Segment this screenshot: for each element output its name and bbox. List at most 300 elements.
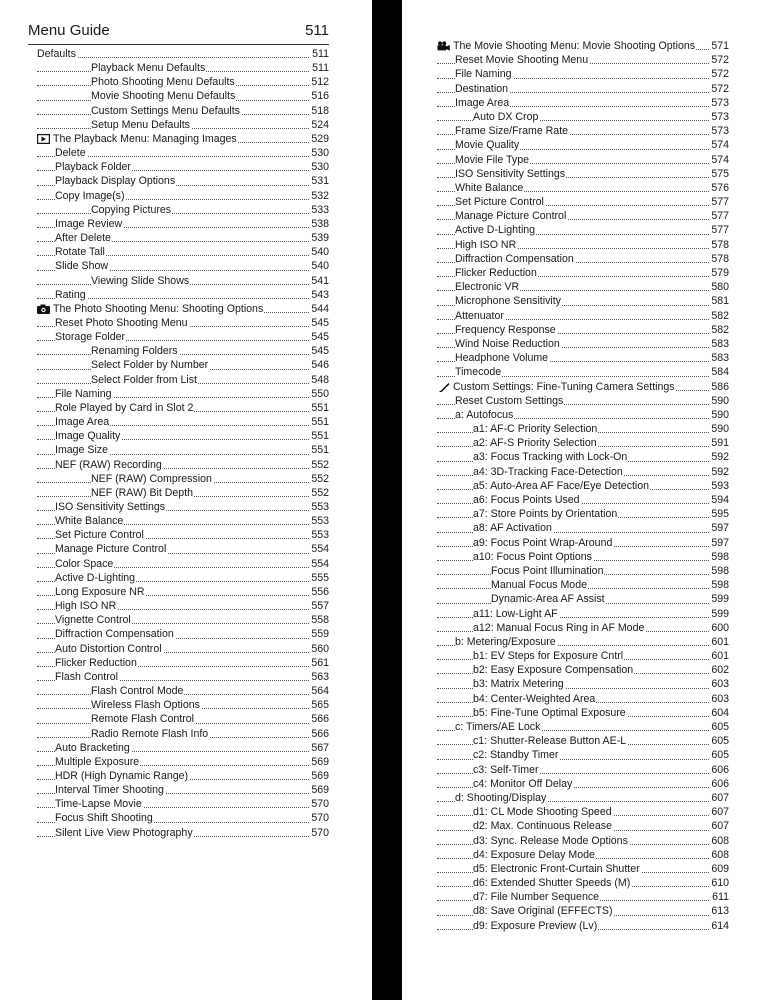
- toc-entry: [437, 67, 729, 81]
- toc-entry: [37, 415, 329, 429]
- toc-entry-text: Image Area: [55, 416, 110, 429]
- toc-entry-page: 590: [711, 394, 729, 407]
- toc-entry: [437, 124, 729, 138]
- toc-entry: [437, 819, 729, 833]
- toc-entry-page: 598: [711, 579, 729, 592]
- toc-entry-text: c4: Monitor Off Delay: [473, 777, 573, 790]
- toc-entry: [37, 160, 329, 174]
- toc-entry-text: c1: Shutter-Release Button AE-L: [473, 735, 627, 748]
- toc-entry-page: 586: [711, 380, 729, 393]
- toc-entry-text: ISO Sensitivity Settings: [455, 167, 566, 180]
- toc-entry-text: d3: Sync. Release Mode Options: [473, 834, 628, 847]
- toc-entry-label: [473, 834, 629, 848]
- toc-entry: [437, 621, 729, 635]
- toc-entry-label: [55, 415, 110, 429]
- toc-entry-label: [455, 323, 557, 337]
- toc-entry-text: Playback Folder: [55, 161, 131, 174]
- toc-entry-label: [55, 160, 132, 174]
- toc-entry-page: 595: [711, 508, 729, 521]
- toc-entry-label: [37, 47, 77, 61]
- toc-entry-page: 546: [311, 359, 329, 372]
- toc-entry-text: Renaming Folders: [91, 345, 178, 358]
- toc-entry: [37, 712, 329, 726]
- toc-entry-label: [55, 528, 145, 542]
- toc-entry-text: The Movie Shooting Menu: Movie Shooting Options: [453, 40, 696, 52]
- toc-entry-page: 570: [311, 812, 329, 825]
- toc-entry-page: 532: [311, 189, 329, 202]
- toc-entry-page: 569: [311, 769, 329, 782]
- toc-entry: [37, 613, 329, 627]
- toc-entry-page: 545: [311, 345, 329, 358]
- toc-entry-page: 577: [711, 210, 729, 223]
- toc-entry: [437, 238, 729, 252]
- toc-entry-text: Rating: [55, 288, 86, 301]
- toc-entry-page: 609: [711, 862, 729, 875]
- toc-entry-text: Electronic VR: [455, 281, 520, 294]
- toc-entry-page: 594: [711, 494, 729, 506]
- toc-entry: [437, 394, 729, 408]
- toc-entry-label: [455, 124, 569, 138]
- toc-entry-label: [455, 280, 520, 294]
- toc-entry-page: 600: [711, 621, 729, 634]
- toc-entry-label: [455, 309, 505, 323]
- toc-entry-label: [455, 67, 513, 81]
- toc-entry-text: File Naming: [55, 387, 112, 400]
- toc-entry-label: [455, 53, 589, 67]
- toc-entry-label: [55, 571, 136, 585]
- toc-entry-label: [55, 387, 113, 401]
- toc-entry-page: 553: [311, 515, 329, 528]
- toc-entry: [37, 443, 329, 457]
- toc-entry-text: Image Area: [455, 96, 510, 109]
- toc-entry-label: [455, 167, 566, 181]
- toc-entry: [437, 209, 729, 223]
- toc-entry-page: 511: [312, 62, 329, 75]
- toc-entry-page: 538: [311, 217, 329, 230]
- toc-entry-label: [55, 542, 167, 556]
- toc-entry: [37, 741, 329, 755]
- toc-entry-label: [55, 330, 126, 344]
- toc-entry-page: 551: [311, 416, 329, 429]
- toc-entry: [37, 288, 329, 302]
- toc-entry-label: [55, 627, 175, 641]
- toc-entry-page: 524: [311, 118, 329, 131]
- toc-entry-label: [91, 373, 198, 387]
- toc-entry-page: 599: [711, 593, 729, 606]
- toc-entry-text: Set Picture Control: [455, 196, 544, 209]
- toc-entry-label: [455, 82, 509, 96]
- header-rule: [28, 44, 329, 45]
- toc-entry-text: Silent Live View Photography: [55, 826, 193, 839]
- toc-entry-text: a: Autofocus: [455, 408, 514, 421]
- toc-entry-label: [473, 919, 598, 933]
- toc-entry-label: [491, 578, 588, 592]
- toc-entry-text: d: Shooting/Display: [455, 791, 547, 804]
- dot-leader: [37, 213, 329, 214]
- toc-entry-text: Flash Control Mode: [91, 685, 184, 698]
- toc-entry-page: 555: [311, 571, 329, 584]
- toc-entry-text: c2: Standby Timer: [473, 749, 559, 762]
- toc-entry-label: [455, 351, 549, 365]
- toc-entry-text: a12: Manual Focus Ring in AF Mode: [473, 621, 645, 634]
- toc-entry-label: [473, 536, 613, 550]
- toc-entry: [37, 684, 329, 698]
- toc-entry: [437, 53, 729, 67]
- toc-entry-label: [473, 465, 624, 479]
- toc-entry-text: b4: Center-Weighted Area: [473, 692, 596, 705]
- toc-entry-page: 576: [711, 181, 729, 194]
- toc-entry-label: [455, 720, 541, 734]
- toc-entry-page: 545: [311, 316, 329, 329]
- toc-entry-label: [455, 294, 562, 308]
- toc-entry: [437, 578, 729, 592]
- toc-entry-label: [91, 104, 241, 118]
- toc-entry-text: Remote Flash Control: [91, 713, 195, 726]
- toc-entry-page: 591: [711, 437, 729, 450]
- toc-entry-text: NEF (RAW) Recording: [55, 458, 162, 471]
- toc-entry-label: [55, 259, 109, 273]
- toc-entry-label: [55, 826, 194, 840]
- toc-entry-label: [55, 613, 132, 627]
- toc-entry-page: 511: [312, 48, 329, 60]
- toc-entry: [437, 834, 729, 848]
- toc-entry-text: Destination: [455, 82, 508, 95]
- toc-entry: [437, 479, 729, 493]
- toc-entry-page: 597: [711, 536, 729, 549]
- toc-entry-text: Focus Shift Shooting: [55, 812, 153, 825]
- toc-entry-text: a8: AF Activation: [473, 522, 552, 535]
- toc-entry: [437, 692, 729, 706]
- toc-entry: [437, 592, 729, 606]
- black-spine-bar: [372, 0, 402, 1000]
- toc-entry-page: 581: [711, 295, 729, 308]
- toc-entry-page: 569: [311, 784, 329, 797]
- toc-entry-page: 610: [711, 877, 729, 890]
- toc-entry-text: d8: Save Original (EFFECTS): [473, 905, 613, 918]
- toc-entry-text: a10: Focus Point Options: [473, 550, 592, 563]
- toc-entry-label: [55, 514, 124, 528]
- toc-entry-text: Frame Size/Frame Rate: [455, 125, 569, 138]
- toc-entry-label: [473, 777, 573, 791]
- toc-entry-text: Playback Menu Defaults: [91, 62, 206, 75]
- toc-entry: [437, 82, 729, 96]
- toc-entry-text: d5: Electronic Front-Curtain Shutter: [473, 862, 640, 875]
- toc-entry-text: b3: Matrix Metering: [473, 678, 564, 691]
- toc-entry: [37, 627, 329, 641]
- toc-entry: [437, 748, 729, 762]
- toc-entry-text: Vignette Control: [55, 614, 131, 627]
- toc-entry-page: 518: [311, 104, 329, 117]
- toc-entry-text: Select Folder from List: [91, 373, 197, 386]
- toc-entry-text: Slide Show: [55, 260, 108, 273]
- page-header: [28, 22, 329, 44]
- toc-entry-text: Movie Quality: [455, 139, 520, 152]
- toc-entry-text: Wind Noise Reduction: [455, 337, 560, 350]
- toc-entry-label: [455, 195, 545, 209]
- toc-entry-text: Auto Distortion Control: [55, 642, 162, 655]
- toc-entry: [37, 656, 329, 670]
- toc-entry-page: 570: [311, 826, 329, 839]
- toc-entry-label: [455, 365, 502, 379]
- toc-entry-page: 608: [711, 848, 729, 861]
- toc-entry: [437, 96, 729, 110]
- toc-entry: [37, 642, 329, 656]
- toc-entry-page: 572: [711, 68, 729, 81]
- toc-entry-text: The Photo Shooting Menu: Shooting Options: [53, 302, 264, 315]
- toc-entry: [37, 514, 329, 528]
- toc-entry-text: c: Timers/AE Lock: [455, 721, 541, 733]
- toc-entry: [37, 302, 329, 316]
- toc-entry: [37, 826, 329, 840]
- toc-entry-text: Custom Settings Menu Defaults: [91, 104, 240, 117]
- toc-entry-text: Defaults: [37, 48, 76, 60]
- toc-entry-text: Image Review: [55, 217, 123, 230]
- toc-entry-page: 553: [311, 529, 329, 542]
- toc-entry-page: 552: [311, 486, 329, 499]
- toc-entry: [437, 805, 729, 819]
- toc-entry-label: [473, 607, 559, 621]
- toc-entry-page: 598: [711, 550, 729, 563]
- toc-entry-label: [91, 712, 195, 726]
- toc-entry-label: [91, 75, 236, 89]
- toc-entry: [37, 203, 329, 217]
- toc-entry: [437, 876, 729, 890]
- toc-entry-label: [455, 266, 538, 280]
- toc-entry-text: Manage Picture Control: [55, 543, 167, 556]
- toc-entry-label: [437, 39, 696, 53]
- toc-entry: [37, 344, 329, 358]
- toc-entry-page: 575: [711, 167, 729, 180]
- toc-entry: [37, 783, 329, 797]
- toc-entry-page: 530: [311, 161, 329, 174]
- toc-entry-label: [91, 118, 191, 132]
- toc-entry: [437, 649, 729, 663]
- toc-entry-text: Photo Shooting Menu Defaults: [91, 76, 235, 89]
- toc-entry-page: 552: [311, 458, 329, 471]
- toc-entry-text: Attenuator: [455, 309, 504, 322]
- toc-entry-label: [473, 692, 596, 706]
- toc-entry-text: Reset Photo Shooting Menu: [55, 316, 188, 329]
- toc-entry-label: [55, 443, 109, 457]
- toc-entry: [437, 39, 729, 53]
- toc-entry-label: [55, 189, 125, 203]
- toc-entry-page: 553: [311, 501, 329, 513]
- toc-entry-label: [473, 706, 627, 720]
- toc-entry-page: 582: [711, 309, 729, 322]
- toc-entry-label: [473, 550, 593, 564]
- toc-entry: [437, 507, 729, 521]
- toc-entry: [437, 195, 729, 209]
- toc-entry-text: HDR (High Dynamic Range): [55, 769, 189, 782]
- toc-entry-page: 570: [311, 798, 329, 811]
- toc-entry-text: White Balance: [455, 181, 524, 194]
- toc-entry-page: 613: [711, 905, 729, 918]
- toc-entry: [437, 167, 729, 181]
- toc-entry: [437, 380, 729, 394]
- toc-entry: [37, 429, 329, 443]
- toc-entry: [437, 153, 729, 167]
- toc-entry-page: 606: [711, 763, 729, 776]
- toc-entry-label: [91, 358, 209, 372]
- toc-entry-label: [91, 727, 209, 741]
- toc-entry: [437, 706, 729, 720]
- toc-entry: [37, 698, 329, 712]
- page-number: 511: [305, 22, 329, 39]
- toc-entry-text: d7: File Number Sequence: [473, 891, 600, 904]
- toc-entry-label: [455, 635, 557, 649]
- toc-entry-page: 605: [711, 735, 729, 748]
- toc-entry-page: 550: [311, 387, 329, 400]
- toc-entry: [37, 670, 329, 684]
- toc-entry-label: [91, 684, 184, 698]
- toc-entry: [437, 422, 729, 436]
- toc-entry-label: [473, 890, 600, 904]
- toc-entry-text: Wireless Flash Options: [91, 699, 200, 712]
- toc-entry-label: [55, 245, 106, 259]
- toc-entry-label: [55, 174, 176, 188]
- toc-entry-page: 607: [711, 806, 729, 819]
- toc-entry: [37, 61, 329, 75]
- toc-entry-label: [91, 486, 194, 500]
- toc-entry-page: 557: [311, 600, 329, 613]
- toc-entry: [37, 47, 329, 61]
- toc-entry-text: Flash Control: [55, 670, 118, 683]
- toc-entry-page: 573: [711, 125, 729, 138]
- toc-entry-page: 574: [711, 139, 729, 152]
- toc-entry-page: 571: [711, 40, 729, 52]
- toc-entry-page: 590: [711, 423, 729, 436]
- toc-left-column: [37, 47, 329, 840]
- toc-right-column: [437, 39, 729, 933]
- toc-entry-label: [55, 500, 166, 514]
- toc-entry-label: [455, 153, 530, 167]
- toc-entry-page: 552: [311, 472, 329, 485]
- toc-entry-text: b5: Fine-Tune Optimal Exposure: [473, 706, 626, 719]
- toc-entry: [37, 217, 329, 231]
- toc-entry-page: 572: [711, 54, 729, 67]
- toc-entry: [437, 465, 729, 479]
- toc-entry-text: Reset Custom Settings: [455, 394, 564, 407]
- toc-entry-page: 563: [311, 670, 329, 683]
- toc-entry-text: Headphone Volume: [455, 352, 549, 365]
- toc-entry-label: [55, 585, 146, 599]
- toc-entry-label: [437, 380, 676, 394]
- toc-entry: [37, 132, 329, 146]
- toc-entry-page: 592: [711, 451, 729, 464]
- toc-entry: [37, 231, 329, 245]
- toc-entry-page: 583: [711, 352, 729, 365]
- toc-entry: [37, 189, 329, 203]
- toc-entry-text: a5: Auto-Area AF Face/Eye Detection: [473, 479, 650, 492]
- toc-entry-label: [455, 394, 564, 408]
- toc-entry-text: File Naming: [455, 68, 512, 81]
- page-title: Menu Guide: [28, 22, 110, 39]
- toc-entry-text: a7: Store Points by Orientation: [473, 508, 618, 521]
- toc-entry-label: [55, 146, 87, 160]
- toc-entry-label: [55, 670, 119, 684]
- toc-entry: [437, 919, 729, 933]
- toc-entry-label: [473, 521, 553, 535]
- toc-entry-text: Movie Shooting Menu Defaults: [91, 90, 236, 103]
- toc-entry: [37, 316, 329, 330]
- toc-entry-page: 548: [311, 373, 329, 386]
- toc-entry-label: [455, 96, 510, 110]
- toc-entry-page: 531: [311, 175, 329, 188]
- toc-entry: [437, 564, 729, 578]
- toc-entry: [37, 599, 329, 613]
- toc-entry-page: 554: [311, 543, 329, 556]
- toc-entry-label: [455, 408, 514, 422]
- toc-entry-label: [55, 797, 143, 811]
- toc-entry: [37, 274, 329, 288]
- toc-entry: [37, 486, 329, 500]
- toc-entry-page: 554: [311, 557, 329, 570]
- toc-entry-page: 577: [711, 224, 729, 237]
- toc-entry-page: 603: [711, 678, 729, 691]
- toc-entry-label: [473, 450, 628, 464]
- toc-entry-page: 558: [311, 614, 329, 627]
- toc-entry-text: b: Metering/Exposure: [455, 635, 556, 648]
- toc-entry-label: [473, 436, 598, 450]
- toc-entry-page: 544: [311, 302, 329, 315]
- toc-entry-text: Manual Focus Mode: [491, 579, 587, 592]
- toc-entry-label: [473, 805, 613, 819]
- toc-entry-text: Image Size: [55, 444, 108, 457]
- toc-entry-label: [91, 344, 179, 358]
- toc-entry-text: d6: Extended Shutter Speeds (M): [473, 877, 631, 890]
- toc-entry-label: [455, 223, 536, 237]
- toc-entry-page: 574: [711, 153, 729, 166]
- toc-entry-label: [473, 663, 634, 677]
- toc-entry-page: 573: [711, 96, 729, 109]
- toc-entry-page: 556: [311, 585, 329, 598]
- toc-entry-label: [473, 819, 613, 833]
- toc-entry-label: [473, 677, 565, 691]
- toc-entry: [37, 811, 329, 825]
- toc-entry-label: [473, 110, 539, 124]
- toc-entry: [37, 571, 329, 585]
- toc-entry-text: a11: Low-Light AF: [473, 607, 558, 620]
- toc-entry-page: 541: [311, 274, 329, 287]
- toc-entry-text: High ISO NR: [455, 238, 517, 251]
- toc-entry-page: 608: [711, 834, 729, 847]
- toc-entry-text: Flicker Reduction: [455, 267, 537, 279]
- camera-icon: [37, 302, 53, 316]
- toc-entry-text: Copying Pictures: [91, 203, 172, 216]
- toc-entry-page: 607: [711, 791, 729, 804]
- toc-entry: [437, 635, 729, 649]
- toc-entry-label: [455, 138, 520, 152]
- toc-entry-label: [55, 599, 117, 613]
- toc-entry-label: [91, 274, 190, 288]
- toc-entry: [37, 358, 329, 372]
- toc-entry: [437, 904, 729, 918]
- toc-entry-text: Movie File Type: [455, 153, 529, 166]
- toc-entry-page: 593: [711, 479, 729, 492]
- toc-entry: [37, 797, 329, 811]
- toc-entry-label: [455, 791, 547, 805]
- toc-entry-label: [473, 862, 641, 876]
- toc-entry-page: 583: [711, 337, 729, 350]
- toc-entry-text: a2: AF-S Priority Selection: [473, 437, 597, 450]
- toc-entry-label: [37, 302, 264, 316]
- toc-entry-text: Active D-Lighting: [55, 571, 136, 584]
- toc-entry-text: Timecode: [455, 366, 502, 379]
- toc-entry-text: Diffraction Compensation: [455, 252, 574, 265]
- toc-entry-text: d2: Max. Continuous Release: [473, 820, 612, 833]
- toc-entry: [437, 266, 729, 280]
- toc-entry: [437, 280, 729, 294]
